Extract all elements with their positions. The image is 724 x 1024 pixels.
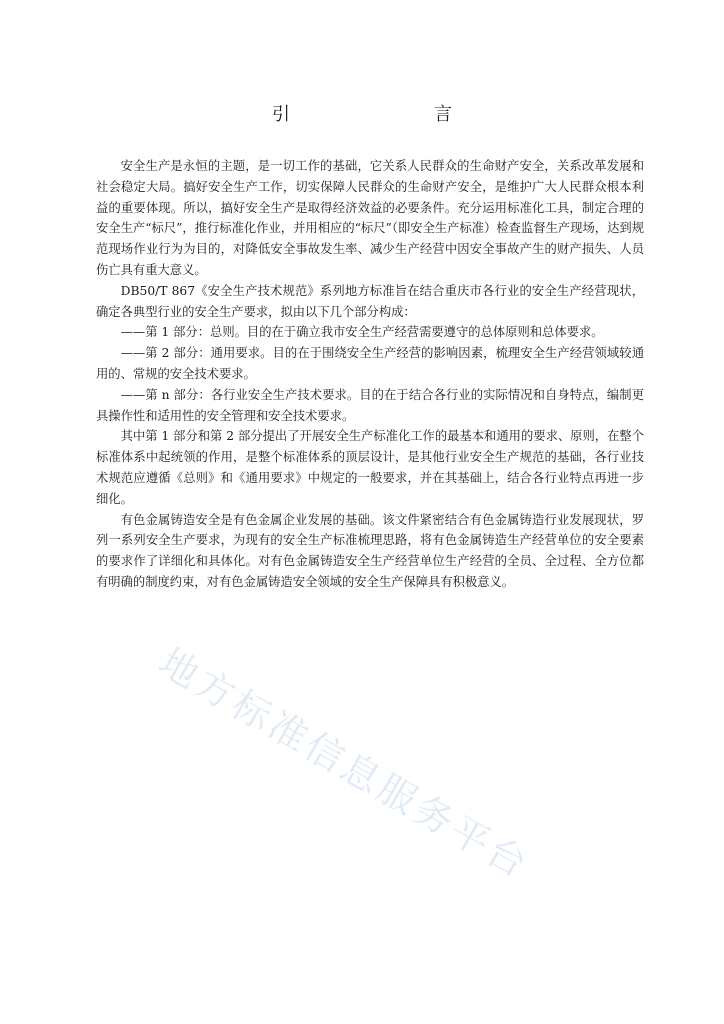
page-title: 引 言 [272, 104, 488, 125]
paragraph-part-n: ——第 n 部分：各行业安全生产技术要求。目的在于结合各行业的实际情况和自身特点，编制更具操作性和适用性的安全管理和安全技术要求。 [96, 387, 644, 423]
watermark: 地方标准信息服务平台 [151, 639, 538, 888]
document-body [96, 156, 644, 593]
paragraph-framework: 其中第 1 部分和第 2 部分提出了开展安全生产标准化工作的最基本和通用的要求、原则，在整个标准体系中起统领的作用，是整个标准体系的顶层设计，是其他行业安全生产规范的基础，各行业技术规范应遵循《总则》和《通用要求》中规定的一般要求，并在其基础上，结合各行业特点再进一步细化。 [96, 429, 644, 506]
paragraph-intro: 安全生产是永恒的主题，是一切工作的基础，它关系人民群众的生命财产安全，关系改革发展和社会稳定大局。搞好安全生产工作，切实保障人民群众的生命财产安全，是维护广大人民群众根本利益的重要体现。所以，搞好安全生产是取得经济效益的必要条件。充分运用标准化工具，制定合理的安全生产“标尺”，推行标准化作业，并用相应的“标尺”（即安全生产标准）检查监督生产现场，达到规范现场作业行为为目的，对降低安全事故发生率、减少生产经营中因安全事故产生的财产损失、人员伤亡具有重大意义。 [96, 159, 644, 277]
paragraph-nonferrous: 有色金属铸造安全是有色金属企业发展的基础。该文件紧密结合有色金属铸造行业发展现状，罗列一系列安全生产要求，为现有的安全生产标准梳理思路，将有色金属铸造生产经营单位的安全要素的要求作了详细化和具体化。对有色金属铸造安全生产经营单位生产经营的全员、全过程、全方位都有明确的制度约束，对有色金属铸造安全领域的安全生产保障具有积极意义。 [96, 512, 644, 589]
paragraph-series: DB50/T 867《安全生产技术规范》系列地方标准旨在结合重庆市各行业的安全生产经营现状，确定各典型行业的安全生产要求，拟由以下几个部分构成： [96, 283, 644, 319]
paragraph-part-2: ——第 2 部分：通用要求。目的在于围绕安全生产经营的影响因素，梳理安全生产经营领域较通用的、常规的安全技术要求。 [96, 346, 644, 381]
paragraph-part-1: ——第 1 部分：总则。目的在于确立我市安全生产经营需要遵守的总体原则和总体要求。 [120, 325, 604, 340]
